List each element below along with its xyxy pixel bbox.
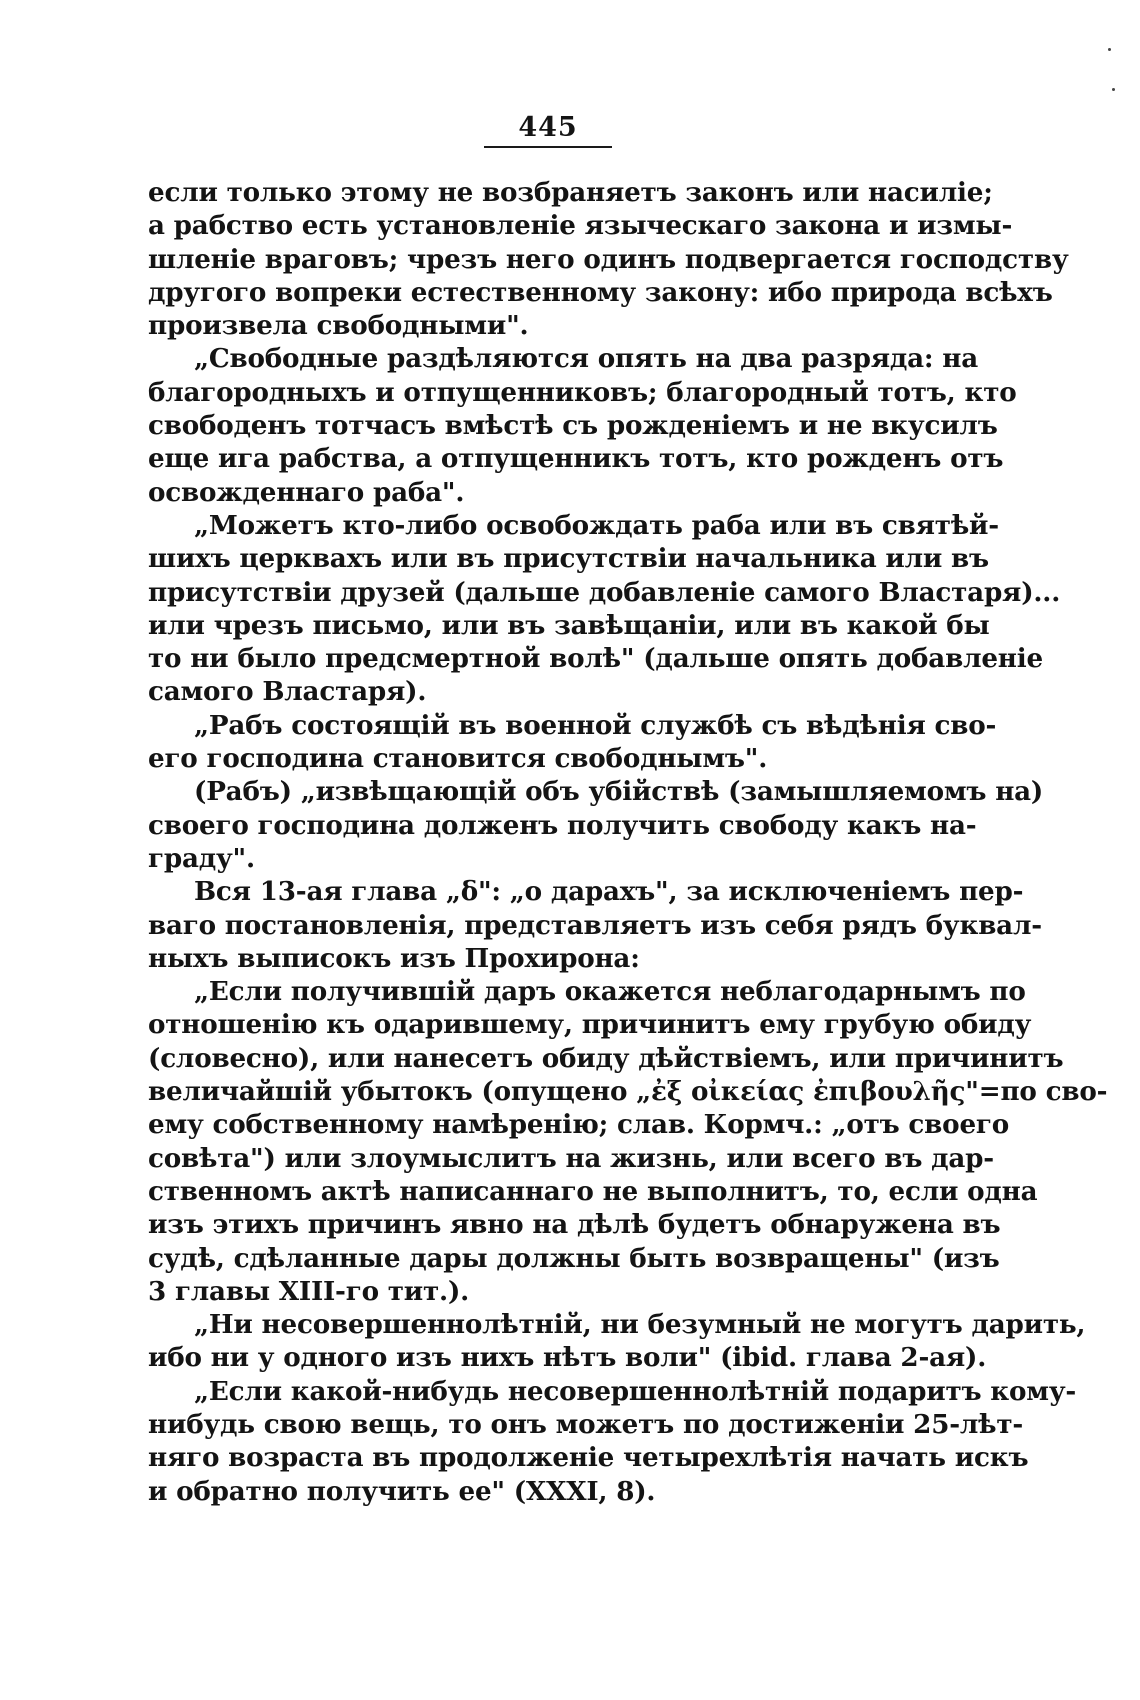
page-number-rule (484, 146, 612, 148)
paragraph (148, 509, 1061, 709)
text-line: еще ига рабства, а отпущенникъ тотъ, кто рожденъ отъ (148, 443, 1004, 475)
paragraph (148, 1308, 1086, 1375)
text-line: его господина становится свободнымъ". (148, 743, 768, 775)
text-line: ваго постановленія, представляетъ изъ себя рядъ буквал- (148, 909, 1042, 941)
paragraph (148, 1375, 1077, 1508)
text-line: ибо ни у одного изъ нихъ нѣтъ воли" (ibid. глава 2-ая). (148, 1342, 987, 1374)
text-line: нибудь свою вещь, то онъ можетъ по достиженіи 25-лѣт- (148, 1408, 1024, 1440)
text-line: то ни было предсмертной волѣ" (дальше опять добавленіе (148, 643, 1043, 675)
scan-speck (1112, 88, 1115, 91)
text-line: „Рабъ состоящій въ военной службѣ съ вѣдѣнія сво- (194, 709, 997, 741)
text-line: если только этому не возбраняетъ законъ или насиліе; (148, 177, 993, 208)
text-line: благородныхъ и отпущенниковъ; благородный тотъ, кто (148, 376, 1017, 408)
text-line: изъ этихъ причинъ явно на дѣлѣ будетъ обнаружена въ (148, 1209, 1001, 1241)
text-line: величайшій убытокъ (опущено „ἐξ οἰκείας ἐπιβουλῆς"=по сво- (148, 1076, 1108, 1108)
text-line: шихъ церквахъ или въ присутствіи начальника или въ (148, 543, 989, 575)
page-number: 445 (518, 112, 578, 143)
paragraph (148, 342, 1017, 508)
text-line: няго возраста въ продолженіе четырехлѣтія начать искъ (148, 1442, 1029, 1474)
text-line: освожденнаго раба". (148, 476, 465, 508)
text-line: и обратно получить ее" (XXXI, 8). (148, 1475, 656, 1507)
body-text (148, 176, 1108, 1508)
text-line: (словесно), или нанесетъ обиду дѣйствіемъ, или причинитъ (148, 1042, 1064, 1074)
paragraph (148, 875, 1042, 975)
text-line: граду". (148, 842, 255, 874)
text-line: „Свободные раздѣляются опять на два разряда: на (194, 343, 978, 375)
text-line: „Можетъ кто-либо освобождать раба или въ святѣй- (194, 509, 999, 541)
text-line: 3 главы XIII-го тит.). (148, 1275, 470, 1307)
text-line: самого Властаря). (148, 676, 427, 708)
paragraph (148, 975, 1108, 1308)
text-line: или чрезъ письмо, или въ завѣщаніи, или въ какой бы (148, 609, 990, 641)
text-line: Вся 13-ая глава „δ": „о дарахъ", за исключеніемъ пер- (194, 876, 1024, 908)
text-line: свободенъ тотчасъ вмѣстѣ съ рожденіемъ и не вкусилъ (148, 410, 998, 442)
paragraph (148, 709, 997, 776)
text-line: присутствіи друзей (дальше добавленіе самого Властаря)... (148, 576, 1061, 608)
text-line: другого вопреки естественному закону: ибо природа всѣхъ (148, 276, 1053, 308)
text-line: совѣта") или злоумыслитъ на жизнь, или всего въ дар- (148, 1142, 994, 1174)
scan-speck (1108, 48, 1111, 51)
text-line: „Если какой-нибудь несовершеннолѣтній подаритъ кому- (194, 1375, 1077, 1407)
text-line: а рабство есть установленіе языческаго закона и измы- (148, 210, 1013, 242)
text-line: „Если получившій даръ окажется неблагодарнымъ по (194, 976, 1026, 1008)
text-line: произвела свободными". (148, 310, 529, 342)
paragraph (148, 775, 1044, 875)
text-line: отношенію къ одарившему, причинитъ ему грубую обиду (148, 1009, 1032, 1041)
text-line: (Рабъ) „извѣщающій объ убійствѣ (замышляемомъ на) (194, 776, 1044, 808)
text-line: „Ни несовершеннолѣтній, ни безумный не могутъ дарить, (194, 1309, 1086, 1341)
text-line: ему собственному намѣренію; слав. Кормч.: „отъ своего (148, 1109, 1010, 1141)
text-line: ственномъ актѣ написаннаго не выполнитъ, то, если одна (148, 1175, 1038, 1207)
paragraph (148, 176, 1069, 342)
text-line: шленіе враговъ; чрезъ него одинъ подвергается господству (148, 243, 1069, 275)
text-line: своего господина долженъ получить свободу какъ на- (148, 809, 977, 841)
text-line: ныхъ выписокъ изъ Прохирона: (148, 942, 640, 974)
text-line: судѣ, сдѣланные дары должны быть возвращены" (изъ (148, 1242, 1000, 1274)
